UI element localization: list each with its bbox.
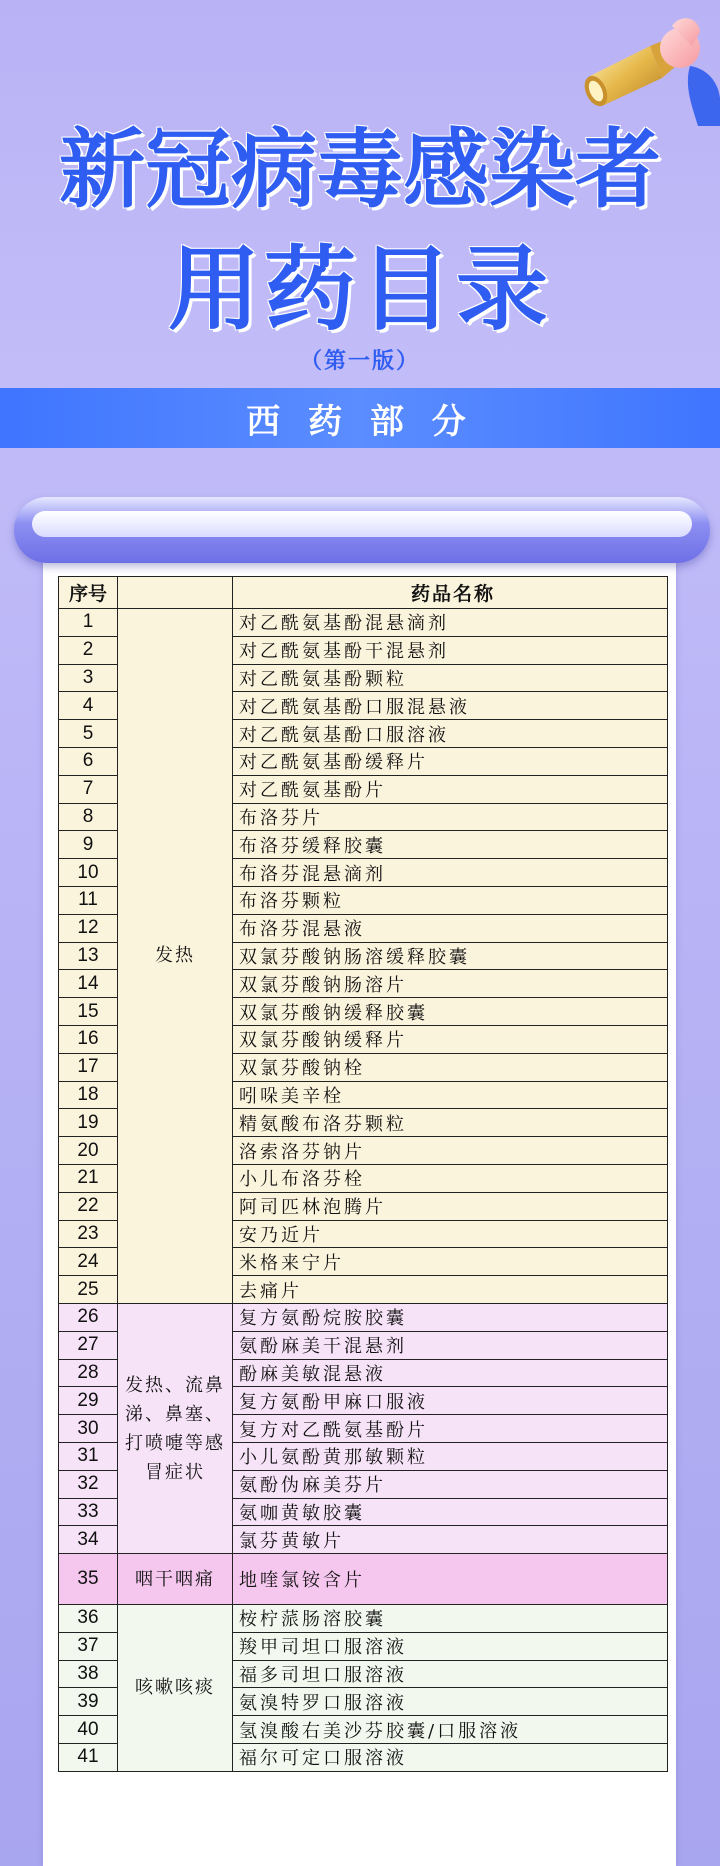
- row-number: 6: [59, 747, 118, 775]
- row-number: 30: [59, 1415, 118, 1443]
- medicine-name: 复方对乙酰氨基酚片: [233, 1415, 668, 1443]
- medicine-name: 氨咖黄敏胶囊: [233, 1498, 668, 1526]
- medicine-name: 羧甲司坦口服溶液: [233, 1632, 668, 1660]
- row-number: 1: [59, 609, 118, 637]
- row-number: 14: [59, 970, 118, 998]
- row-number: 11: [59, 886, 118, 914]
- header-num: 序号: [59, 577, 118, 609]
- header-name: 药品名称: [233, 577, 668, 609]
- medicine-name: 氢溴酸右美沙芬胶囊/口服溶液: [233, 1716, 668, 1744]
- medicine-name: 布洛芬混悬液: [233, 914, 668, 942]
- row-number: 19: [59, 1109, 118, 1137]
- medicine-name: 氯芬黄敏片: [233, 1526, 668, 1554]
- row-number: 7: [59, 775, 118, 803]
- table-row: [59, 609, 668, 637]
- row-number: 27: [59, 1331, 118, 1359]
- row-number: 9: [59, 831, 118, 859]
- medicine-name: 布洛芬颗粒: [233, 886, 668, 914]
- medicine-name: 双氯芬酸钠肠溶片: [233, 970, 668, 998]
- row-number: 36: [59, 1605, 118, 1633]
- symptom-cell: 发热: [118, 609, 233, 1304]
- row-number: 16: [59, 1025, 118, 1053]
- row-number: 20: [59, 1137, 118, 1165]
- medicine-name: 酚麻美敏混悬液: [233, 1359, 668, 1387]
- table-row: [59, 1605, 668, 1633]
- row-number: 5: [59, 720, 118, 748]
- medicine-name: 布洛芬片: [233, 803, 668, 831]
- row-number: 10: [59, 859, 118, 887]
- page-title-line2: 用药目录: [167, 236, 552, 343]
- row-number: 34: [59, 1526, 118, 1554]
- medicine-name: 小儿氨酚黄那敏颗粒: [233, 1442, 668, 1470]
- row-number: 29: [59, 1387, 118, 1415]
- table-body: [59, 609, 668, 1772]
- medicine-name: 桉柠蒎肠溶胶囊: [233, 1605, 668, 1633]
- row-number: 39: [59, 1688, 118, 1716]
- row-number: 28: [59, 1359, 118, 1387]
- row-number: 24: [59, 1248, 118, 1276]
- medicine-name: 对乙酰氨基酚口服溶液: [233, 720, 668, 748]
- row-number: 23: [59, 1220, 118, 1248]
- row-number: 18: [59, 1081, 118, 1109]
- row-number: 31: [59, 1442, 118, 1470]
- row-number: 17: [59, 1053, 118, 1081]
- row-number: 37: [59, 1632, 118, 1660]
- medicine-name: 福尔可定口服溶液: [233, 1744, 668, 1772]
- symptom-cell: 咽干咽痛: [118, 1554, 233, 1605]
- section-band: [0, 388, 720, 448]
- table-header-row: [59, 577, 668, 609]
- medicine-name: 双氯芬酸钠肠溶缓释胶囊: [233, 942, 668, 970]
- medicine-name: 双氯芬酸钠缓释胶囊: [233, 998, 668, 1026]
- row-number: 21: [59, 1164, 118, 1192]
- row-number: 38: [59, 1660, 118, 1688]
- scroll-roll: [14, 497, 710, 563]
- medicine-name: 福多司坦口服溶液: [233, 1660, 668, 1688]
- row-number: 22: [59, 1192, 118, 1220]
- medicine-table: [58, 576, 668, 1772]
- edition-label: （第一版）: [299, 349, 420, 374]
- medicine-name: 吲哚美辛栓: [233, 1081, 668, 1109]
- medicine-name: 复方氨酚烷胺胶囊: [233, 1303, 668, 1331]
- medicine-name: 米格来宁片: [233, 1248, 668, 1276]
- row-number: 12: [59, 914, 118, 942]
- symptom-cell: 咳嗽咳痰: [118, 1605, 233, 1772]
- row-number: 8: [59, 803, 118, 831]
- symptom-cell: 发热、流鼻涕、鼻塞、打喷嚏等感冒症状: [118, 1303, 233, 1553]
- medicine-name: 安乃近片: [233, 1220, 668, 1248]
- medicine-name: 小儿布洛芬栓: [233, 1164, 668, 1192]
- medicine-name: 洛索洛芬钠片: [233, 1137, 668, 1165]
- medicine-name: 阿司匹林泡腾片: [233, 1192, 668, 1220]
- medicine-name: 对乙酰氨基酚混悬滴剂: [233, 609, 668, 637]
- medicine-name: 对乙酰氨基酚缓释片: [233, 747, 668, 775]
- row-number: 3: [59, 664, 118, 692]
- row-number: 41: [59, 1744, 118, 1772]
- row-number: 33: [59, 1498, 118, 1526]
- medicine-name: 精氨酸布洛芬颗粒: [233, 1109, 668, 1137]
- medicine-name: 布洛芬缓释胶囊: [233, 831, 668, 859]
- table-row: [59, 1554, 668, 1605]
- medicine-name: 去痛片: [233, 1276, 668, 1304]
- megaphone-icon: [580, 6, 720, 126]
- medicine-name: 氨酚麻美干混悬剂: [233, 1331, 668, 1359]
- medicine-name: 氨酚伪麻美芬片: [233, 1470, 668, 1498]
- row-number: 4: [59, 692, 118, 720]
- medicine-name: 布洛芬混悬滴剂: [233, 859, 668, 887]
- medicine-name: 地喹氯铵含片: [233, 1554, 668, 1605]
- row-number: 32: [59, 1470, 118, 1498]
- header-symptom: [118, 577, 233, 609]
- medicine-name: 对乙酰氨基酚颗粒: [233, 664, 668, 692]
- medicine-name: 对乙酰氨基酚口服混悬液: [233, 692, 668, 720]
- medicine-name: 对乙酰氨基酚干混悬剂: [233, 636, 668, 664]
- row-number: 40: [59, 1716, 118, 1744]
- row-number: 26: [59, 1303, 118, 1331]
- table-row: [59, 1303, 668, 1331]
- medicine-name: 双氯芬酸钠缓释片: [233, 1025, 668, 1053]
- row-number: 15: [59, 998, 118, 1026]
- medicine-name: 双氯芬酸钠栓: [233, 1053, 668, 1081]
- medicine-name: 氨溴特罗口服溶液: [233, 1688, 668, 1716]
- section-title: 西 药 部 分: [246, 401, 474, 442]
- row-number: 13: [59, 942, 118, 970]
- row-number: 35: [59, 1554, 118, 1605]
- page-title-line1: 新冠病毒感染者: [59, 120, 661, 220]
- row-number: 25: [59, 1276, 118, 1304]
- medicine-name: 对乙酰氨基酚片: [233, 775, 668, 803]
- row-number: 2: [59, 636, 118, 664]
- medicine-name: 复方氨酚甲麻口服液: [233, 1387, 668, 1415]
